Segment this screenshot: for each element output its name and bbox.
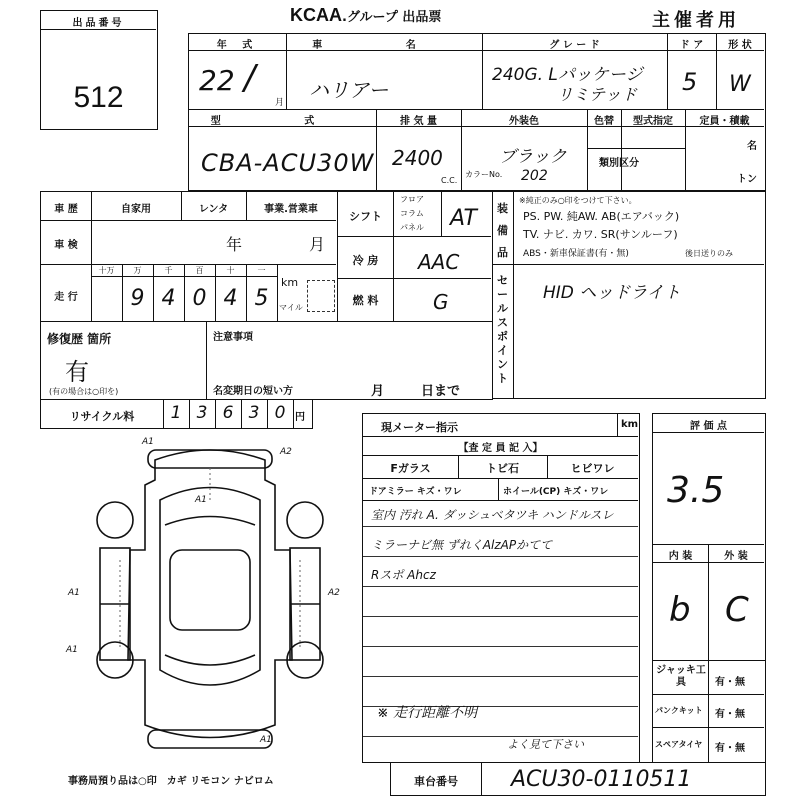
repair-label: 修復歴 箇所 (47, 332, 112, 346)
shape-label: 形 状 (728, 40, 752, 51)
accessories-table (652, 660, 766, 763)
displacement-value: 2400 (392, 146, 443, 170)
header-title-rest: .グループ 出品票 (342, 10, 442, 25)
equipment-line-1: PS. PW. 純AW. AB(エアバック) (523, 210, 680, 223)
name-change-label: 名変期日の短い方 (213, 386, 293, 397)
mile-label: マイル (279, 303, 303, 312)
fuel-label: 燃 料 (352, 294, 379, 307)
color-code-value: 202 (521, 168, 548, 184)
spare-label: スペアタイヤ (655, 740, 703, 749)
km-label: km (281, 276, 299, 289)
equipment-table (492, 191, 766, 399)
name-value: ハリアー (309, 78, 389, 102)
exterior-value: C (725, 590, 749, 630)
history-business[interactable]: 事業.営業車 (264, 204, 318, 215)
year-unit: 月 (275, 98, 285, 108)
score-value: 3.5 (667, 470, 725, 511)
fuel-value: G (433, 290, 449, 314)
grade-value: 240G. Lパッケージ (492, 65, 643, 85)
score-table (652, 413, 766, 661)
tobi-label[interactable]: トビ石 (486, 462, 519, 475)
history-table (40, 191, 338, 322)
inspector-footnote: ※ 走行距離不明 (377, 705, 478, 721)
mileage-head-1: 万 (133, 266, 142, 275)
mileage-digit-3: 0 (192, 286, 207, 311)
inspector-comment-3: Rスポ Ahcz (371, 568, 436, 582)
history-label: 車 歴 (54, 204, 78, 215)
model-value: CBA-ACU30W (201, 149, 375, 177)
jack-yesno[interactable]: 有・無 (715, 677, 745, 688)
header-title (290, 5, 441, 26)
damage-mark-7: A1 (260, 735, 272, 745)
interior-value: b (669, 590, 691, 630)
mileage-digit-1: 9 (130, 286, 145, 311)
inspector-table (362, 413, 640, 763)
recycle-digit-0: 1 (170, 403, 182, 423)
mile-checkbox[interactable] (307, 280, 335, 312)
jack-label: ジャッキ工 具 (656, 665, 706, 688)
inspector-title: 【査 定 員 記 入】 (458, 443, 543, 454)
damage-mark-5: A2 (328, 588, 340, 598)
equipment-label: 装備品 (497, 202, 508, 259)
shift-option-column[interactable]: コラム (400, 209, 424, 218)
mirror-label[interactable]: ドアミラー キズ・ワレ (369, 487, 462, 497)
spare-yesno[interactable]: 有・無 (715, 743, 745, 754)
door-value: 5 (682, 68, 698, 96)
sales-point-label: セールスポイント (497, 274, 508, 385)
inspector-footnote-2: よく見て下さい (507, 738, 584, 751)
header-role: 主催者用 (652, 10, 740, 31)
shift-value: AT (450, 206, 477, 231)
sales-point-value: HID ヘッドライト (543, 283, 681, 303)
year-value: 22 (199, 64, 235, 97)
exterior-label: 外 装 (724, 551, 748, 562)
color-value: ブラック (499, 147, 567, 167)
mileage-digit-2: 4 (161, 286, 176, 311)
damage-mark-3: A1 (195, 495, 207, 505)
year-label: 年 式 (216, 40, 259, 51)
class-label: 類別区分 (599, 158, 639, 169)
repair-table (40, 321, 493, 400)
inspection-year: 年 (226, 235, 243, 254)
damage-mark-4: A1 (68, 588, 80, 598)
brand-logo: KCAA (290, 5, 342, 25)
vehicle-table (188, 33, 766, 191)
shift-option-floor[interactable]: フロア (400, 195, 424, 204)
puncture-yesno[interactable]: 有・無 (715, 709, 745, 720)
recycle-unit: 円 (295, 412, 305, 423)
chassis-label: 車台番号 (414, 775, 458, 788)
model-label: 型 式 (210, 116, 355, 127)
color-code-label: カラーNo. (465, 170, 503, 179)
year-slash: / (244, 58, 256, 98)
puncture-label: パンクキット (655, 706, 703, 715)
inspector-comment-1: 室内 汚れ A. ダッシュベタツキ ハンドルスレ (371, 508, 614, 522)
mileage-head-2: 千 (164, 266, 173, 275)
mileage-digit-5: 5 (254, 286, 269, 311)
meter-unit: km (621, 419, 639, 430)
name-change-day: 日まで (421, 384, 461, 399)
name-change-month: 月 (371, 384, 385, 399)
type-spec-label: 型式指定 (633, 116, 673, 127)
repair-note: (有の場合は○印を) (49, 387, 119, 396)
office-note: 事務局預り品は○印 カギ リモコン ナビロム (68, 776, 274, 787)
hibi-label[interactable]: ヒビワレ (570, 462, 615, 475)
mileage-head-4: 十 (226, 266, 235, 275)
equipment-line-2: TV. ナビ. カワ. SR(サンルーフ) (523, 228, 678, 241)
shape-value: W (729, 72, 751, 97)
capacity-label: 定員・積載 (699, 116, 750, 127)
wheel-label[interactable]: ホイール(CP) キズ・ワレ (503, 487, 609, 497)
equipment-line-3b: 後日送りのみ (685, 249, 733, 258)
inspector-comment-2: ミラーナビ無 ずれくAlzAPかてて (371, 538, 553, 552)
chassis-value: ACU30-0110511 (511, 767, 692, 792)
history-private[interactable]: 自家用 (121, 204, 151, 215)
recycle-table (40, 399, 313, 429)
color-change-label: 色替 (594, 116, 614, 127)
chassis-table (390, 762, 766, 796)
recycle-digit-3: 3 (248, 403, 260, 423)
shift-table (337, 191, 493, 322)
door-label: ド ア (679, 40, 704, 51)
capacity-unit-1: 名 (747, 141, 757, 152)
score-label: 評 価 点 (690, 421, 727, 432)
notes-label: 注意事項 (213, 332, 253, 343)
equipment-note: ※純正のみ○印をつけて下さい。 (519, 196, 637, 205)
recycle-label: リサイクル料 (69, 410, 135, 423)
recycle-digit-4: 0 (274, 403, 286, 423)
recycle-digit-2: 6 (222, 403, 234, 423)
name-label: 車 名 (312, 40, 456, 51)
inspection-month: 月 (309, 235, 326, 254)
shift-option-panel[interactable]: パネル (400, 223, 424, 232)
lot-value: 512 (73, 81, 124, 114)
damage-mark-6: A1 (66, 645, 78, 655)
mileage-label: 走 行 (54, 292, 78, 303)
inspection-label: 車 検 (54, 240, 78, 251)
mileage-head-3: 百 (195, 266, 204, 275)
lot-label: 出品番号 (72, 18, 125, 29)
color-label: 外装色 (509, 116, 539, 127)
damage-mark-2: A2 (280, 447, 292, 457)
displacement-unit: C.C. (441, 176, 458, 185)
recycle-digit-1: 3 (196, 403, 208, 423)
lot-box (40, 10, 158, 130)
mileage-digit-4: 4 (223, 286, 238, 311)
ac-label: 冷 房 (352, 254, 379, 267)
shift-label: シフト (349, 210, 382, 223)
ac-value: AAC (418, 250, 460, 274)
grade-value-2: リミテッド (557, 85, 638, 104)
fglass-label[interactable]: Fガラス (390, 462, 431, 475)
mileage-head-5: 一 (257, 266, 266, 275)
grade-label: グ レ ー ド (549, 40, 600, 51)
capacity-unit-2: トン (737, 174, 757, 185)
mileage-head-0: 十万 (98, 266, 115, 275)
equipment-line-3: ABS・新車保証書(有・無) (523, 249, 629, 259)
displacement-label: 排 気 量 (400, 116, 437, 127)
meter-label: 現メーター指示 (381, 421, 458, 434)
interior-label: 内 装 (668, 551, 693, 562)
history-rental[interactable]: レンタ (198, 204, 229, 215)
repair-value: 有 (65, 358, 89, 386)
damage-mark-1: A1 (142, 437, 154, 447)
vehicle-damage-diagram[interactable] (60, 430, 360, 770)
